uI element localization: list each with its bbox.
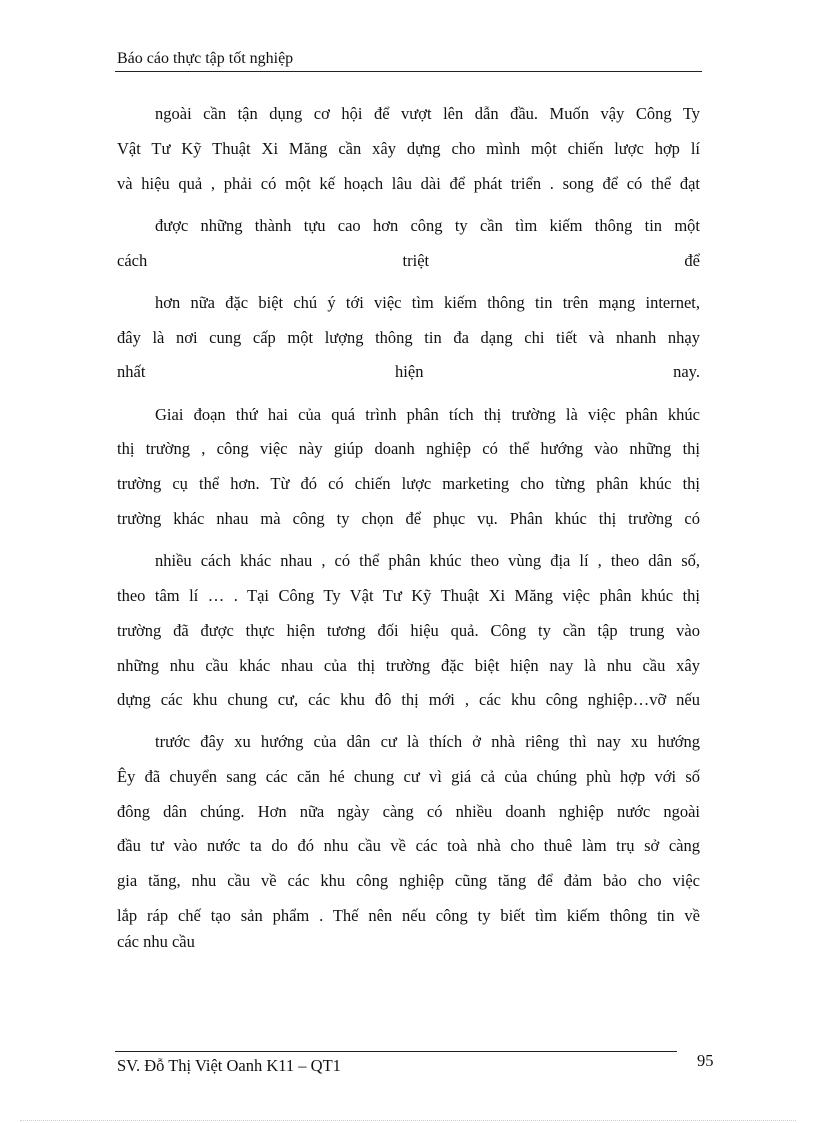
page-number: 95 <box>697 1051 714 1070</box>
text-line: trường đã được thực hiện tương đối hiệu quả. Công ty cần tập trung vào <box>117 621 700 640</box>
text-line: những nhu cầu khác nhau của thị trường đặc biệt hiện nay là nhu cầu xây <box>117 656 700 675</box>
footer-rule <box>115 1051 677 1052</box>
text-line: gia tăng, nhu cầu về các khu công nghiệp cũng tăng để đảm bảo cho việc <box>117 871 700 890</box>
bottom-dotted-border <box>20 1120 796 1121</box>
text-line: hơn nữa đặc biệt chú ý tới việc tìm kiếm thông tin trên mạng internet, <box>155 293 700 312</box>
text-line: ngoài cần tận dụng cơ hội để vượt lên dẫn đầu. Muốn vậy Công Ty <box>155 104 700 123</box>
text-line: trường khác nhau mà công ty chọn để phục vụ. Phân khúc thị trường có <box>117 509 700 528</box>
text-line: cách triệt để <box>117 251 700 270</box>
text-line: các nhu cầu <box>117 932 195 951</box>
text-line: được những thành tựu cao hơn công ty cần tìm kiếm thông tin một <box>155 216 700 235</box>
text-line: theo tâm lí … . Tại Công Ty Vật Tư Kỹ Thuật Xi Măng việc phân khúc thị <box>117 586 700 605</box>
text-line: và hiệu quả , phải có một kế hoạch lâu dài để phát triển . song để có thể đạt <box>117 174 700 193</box>
text-line: nhất hiện nay. <box>117 362 700 381</box>
text-line: đầu tư vào nước ta do đó nhu cầu về các toà nhà cho thuê làm trụ sở càng <box>117 836 700 855</box>
footer-author: SV. Đỗ Thị Việt Oanh K11 – QT1 <box>117 1056 341 1075</box>
text-line: lắp ráp chế tạo sản phẩm . Thế nên nếu công ty biết tìm kiếm thông tin về <box>117 906 700 925</box>
text-line: Giai đoạn thứ hai của quá trình phân tích thị trường là việc phân khúc <box>155 405 700 424</box>
text-line: đông dân chúng. Hơn nữa ngày càng có nhiều doanh nghiệp nước ngoài <box>117 802 700 821</box>
text-line: dựng các khu chung cư, các khu đô thị mới , các khu công nghiệp…vỡ nếu <box>117 690 700 709</box>
text-line: thị trường , công việc này giúp doanh nghiệp có thể hướng vào những thị <box>117 439 700 458</box>
text-line: Vật Tư Kỹ Thuật Xi Măng cần xây dựng cho mình một chiến lược hợp lí <box>117 139 700 158</box>
header-rule <box>115 71 702 72</box>
text-line: nhiều cách khác nhau , có thể phân khúc theo vùng địa lí , theo dân số, <box>155 551 700 570</box>
header-title: Báo cáo thực tập tốt nghiệp <box>117 50 294 67</box>
text-line: trước đây xu hướng của dân cư là thích ở nhà riêng thì nay xu hướng <box>155 732 700 751</box>
text-line: đây là nơi cung cấp một lượng thông tin đa dạng chi tiết và nhanh nhạy <box>117 328 700 347</box>
text-line: Êy đã chuyển sang các căn hé chung cư vì giá cả của chúng phù hợp với số <box>117 767 700 786</box>
text-line: trường cụ thể hơn. Từ đó có chiến lược marketing cho từng phân khúc thị <box>117 474 700 493</box>
